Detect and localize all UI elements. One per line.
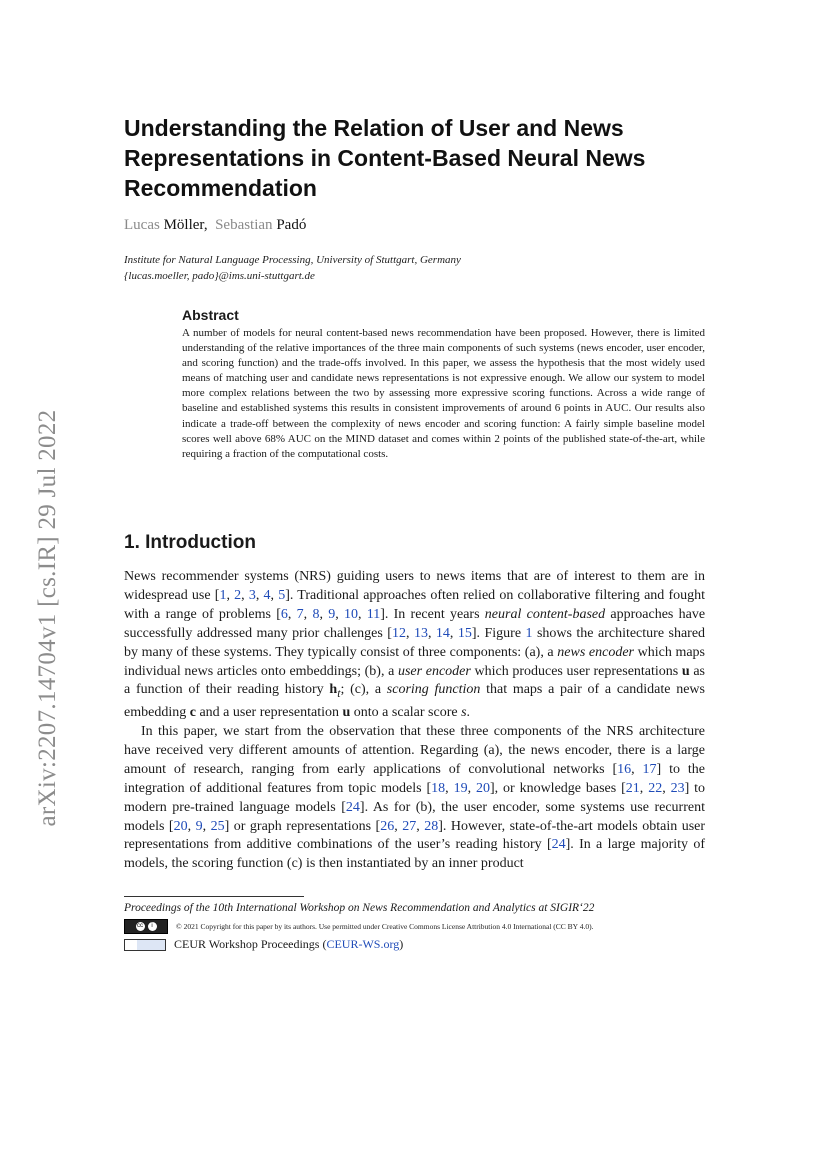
- figure-reference-link[interactable]: 1: [525, 625, 533, 641]
- citation-link[interactable]: 25: [210, 818, 225, 834]
- citation-link[interactable]: 2: [234, 587, 242, 603]
- citation-link[interactable]: 1: [219, 587, 227, 603]
- ceur-ws-link[interactable]: CEUR-WS.org: [326, 937, 400, 951]
- creative-commons-license-icon: [124, 919, 168, 934]
- citation-link[interactable]: 3: [248, 587, 256, 603]
- citation-link[interactable]: 8: [312, 606, 320, 622]
- abstract-section: [182, 307, 705, 462]
- footnote-block: [124, 901, 594, 952]
- author-emails: {lucas.moeller, pado}@ims.uni-stuttgart.de: [124, 270, 315, 282]
- math-symbol: u: [681, 663, 690, 679]
- author-list: Lucas Möller, Sebastian Padó: [124, 217, 307, 233]
- affiliation-block: [124, 252, 461, 284]
- affiliation: Institute for Natural Language Processing, University of Stuttgart, Germany: [124, 254, 461, 266]
- copyright-notice: © 2021 Copyright for this paper by its authors. Use permitted under Creative Commons License Attribution 4.0 International (CC BY 4.0).: [176, 922, 594, 931]
- footnote-divider: [124, 896, 304, 897]
- citation-link[interactable]: 20: [475, 780, 490, 796]
- citation-link[interactable]: 19: [453, 780, 468, 796]
- citation-link[interactable]: 18: [431, 780, 446, 796]
- author-1-last-name: Möller: [163, 217, 204, 233]
- math-symbol: s: [461, 705, 467, 721]
- citation-link[interactable]: 23: [670, 780, 685, 796]
- math-symbol: u: [342, 705, 351, 721]
- intro-paragraph-2: In this paper, we start from the observation that these three components of the NRS architecture have received very different amounts of attention. Regarding (a), the news encoder, there is a large amount of research, ranging from early applications of convolutional networks [16, 17] to the integration of additional features from topic models [18, 19, 20], or knowledge bases [21, 22, 23] to modern pre-trained language models [24]. As for (b), the user encoder, some systems use recurrent models [20, 9, 25] or graph representations [26, 27, 28]. However, state-of-the-art models obtain user representations from additive combinations of the user’s reading history [24]. In a large majority of models, the scoring function (c) is then instantiated by an inner product: [124, 724, 706, 872]
- ceur-proceedings-line: CEUR Workshop Proceedings (CEUR-WS.org): [174, 937, 404, 951]
- math-symbol: c: [189, 705, 196, 721]
- arxiv-stamp-text: arXiv:2207.14704v1 [cs.IR] 29 Jul 2022: [34, 409, 61, 827]
- citation-link[interactable]: 20: [173, 818, 188, 834]
- citation-link[interactable]: 5: [278, 587, 286, 603]
- math-symbol: h: [329, 682, 338, 698]
- citation-link[interactable]: 28: [424, 818, 439, 834]
- proceedings-note: Proceedings of the 10th International Workshop on News Recommendation and Analytics at SIGIR‘22: [124, 902, 595, 914]
- paper-title: Understanding the Relation of User and News Representations in Content-Based Neural News Recommendation: [124, 115, 646, 201]
- citation-link[interactable]: 16: [617, 761, 632, 777]
- citation-link[interactable]: 4: [263, 587, 271, 603]
- citation-link[interactable]: 26: [380, 818, 395, 834]
- abstract-heading: Abstract: [182, 307, 239, 323]
- author-2-last-name: Padó: [276, 217, 307, 233]
- ceur-logo-icon: [124, 939, 166, 951]
- citation-link[interactable]: 24: [345, 799, 360, 815]
- citation-link[interactable]: 6: [280, 606, 288, 622]
- citation-link[interactable]: 15: [457, 625, 472, 641]
- attribution-icon: i: [148, 922, 157, 931]
- citation-link[interactable]: 11: [366, 606, 381, 622]
- introduction-body: [124, 568, 705, 874]
- cc-icon: cc: [137, 923, 143, 929]
- abstract-text: A number of models for neural content-based news recommendation have been proposed. However, there is limited understanding of the relative importances of the three main components of such systems (news encoder, user encoder, and scoring function) and the trade-offs involved. In this paper, we assess the hypothesis that the most widely used means of matching user and candidate news representations is not expressive enough. We allow our system to model more complex relations between the two by assessing more expressive scoring functions. Across a wide range of baseline and established systems this results in consistent improvements of around 6 points in AUC. Our results also indicate a trade-off between the complexity of news encoder and scoring function: A fairly simple baseline model scores well above 68% AUC on the MIND dataset and comes within 2 points of the published state-of-the-art, while requiring a fraction of the computational costs.: [182, 327, 705, 460]
- citation-link[interactable]: 21: [625, 780, 640, 796]
- citation-link[interactable]: 10: [343, 606, 358, 622]
- citation-link[interactable]: 12: [391, 625, 406, 641]
- author-1-first-name: Lucas: [124, 217, 160, 233]
- citation-link[interactable]: 27: [402, 818, 417, 834]
- introduction-heading: 1. Introduction: [124, 532, 256, 553]
- citation-link[interactable]: 22: [648, 780, 663, 796]
- citation-link[interactable]: 14: [435, 625, 450, 641]
- citation-link[interactable]: 9: [195, 818, 203, 834]
- author-2-first-name: Sebastian: [215, 217, 273, 233]
- citation-link[interactable]: 24: [551, 837, 566, 853]
- citation-link[interactable]: 7: [296, 606, 304, 622]
- intro-paragraph-1: News recommender systems (NRS) guiding users to news items that are of interest to them are in widespread use [1, 2, 3, 4, 5]. Traditional approaches often relied on collaborative filtering and fought with a range of problems [6, 7, 8, 9, 10, 11]. In recent years neural content-based approaches have successfully addressed many prior challenges [12, 13, 14, 15]. Figure 1 shows the architecture shared by many of these systems. They typically consist of three components: (a), a news encoder which maps individual news articles onto embeddings; (b), a user encoder which produces user representations u as a function of their reading history $h_t$; (c), a scoring function that maps a pair of a candidate news embedding c and a user representation u onto a scalar score s.: [124, 569, 706, 721]
- citation-link[interactable]: 9: [328, 606, 336, 622]
- citation-link[interactable]: 13: [413, 625, 428, 641]
- citation-link[interactable]: 17: [642, 761, 657, 777]
